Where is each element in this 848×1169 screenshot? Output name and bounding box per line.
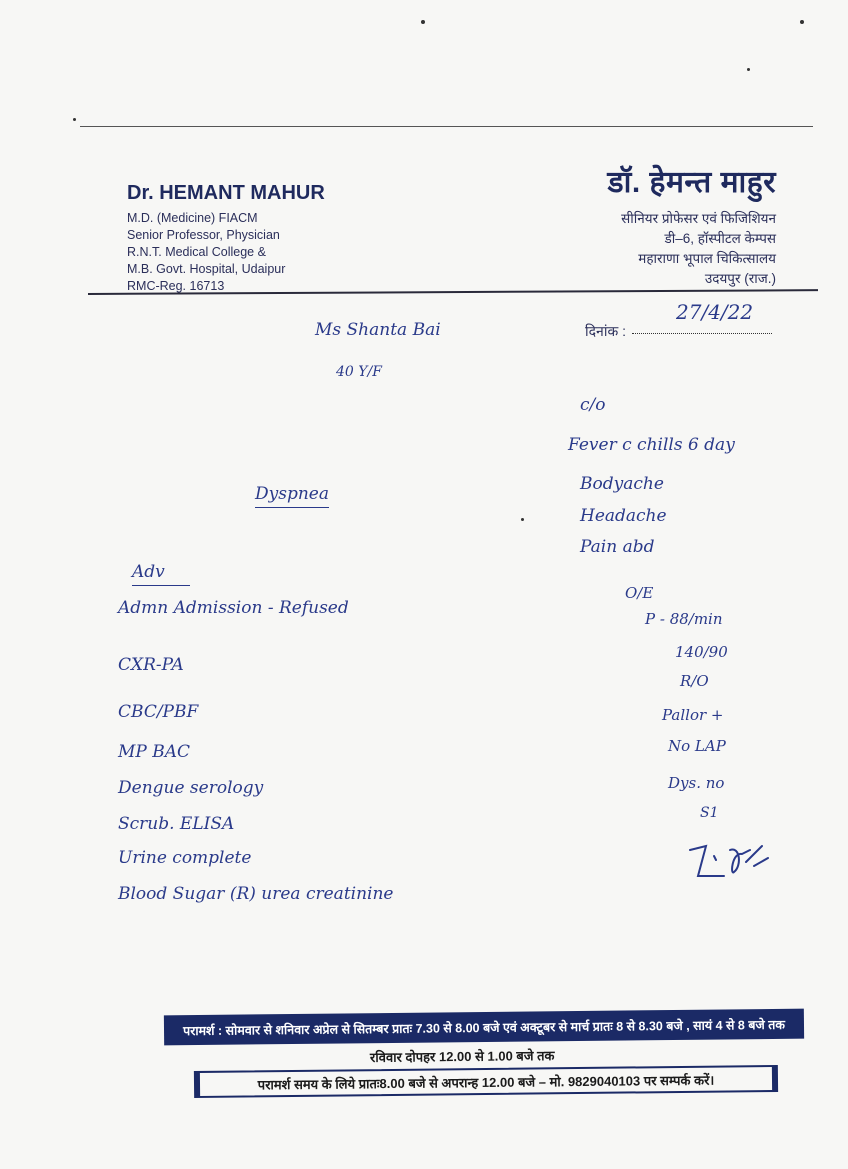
advice-line: CXR-PA (118, 655, 184, 675)
history-line: Fever c chills 6 day (568, 435, 735, 455)
advice-title: Adv (132, 562, 190, 586)
city-hindi: उदयपुर (राज.) (704, 271, 776, 286)
exam-line: Dys. no (668, 774, 725, 792)
exam-line: No LAP (668, 737, 726, 755)
advice-line: CBC/PBF (118, 702, 199, 722)
address-hindi: डी–6, हॉस्पीटल केम्पस (664, 231, 776, 246)
advice-line: Admn Admission - Refused (118, 598, 349, 618)
qualification: M.D. (Medicine) FIACM (127, 211, 258, 225)
advice-line: Urine complete (118, 848, 252, 868)
college: R.N.T. Medical College & (127, 245, 266, 259)
exam-line: O/E (625, 584, 654, 602)
exam-line: S1 (700, 805, 719, 821)
hospital: M.B. Govt. Hospital, Udaipur (127, 262, 286, 276)
history-line: Bodyache (580, 474, 664, 494)
doctor-name-hindi: डॉ. हेमन्त माहुर (607, 166, 776, 199)
speck (800, 20, 804, 24)
exam-line: P - 88/min (645, 610, 723, 628)
advice-line: Blood Sugar (R) urea creatinine (118, 884, 394, 904)
speck (73, 118, 76, 121)
advice-line: Dengue serology (118, 778, 264, 798)
designation: Senior Professor, Physician (127, 228, 280, 242)
advice-line: MP BAC (118, 742, 191, 762)
date-dotted-line (632, 333, 772, 334)
letterhead-left (127, 182, 325, 295)
history-line: Headache (580, 506, 667, 526)
exam-line: Pallor + (662, 706, 724, 724)
exam-line: R/O (680, 672, 709, 690)
footer-sunday-hours: रविवार दोपहर 12.00 से 1.00 बजे तक (369, 1048, 555, 1065)
date-label: दिनांक : (585, 323, 626, 339)
history-line: Pain abd (580, 537, 655, 557)
footer-contact: परामर्श समय के लिये प्रातः8.00 बजे से अपरान्ह 12.00 बजे – मो. 9829040103 पर सम्पर्क करें। (194, 1065, 778, 1098)
patient-name: Ms Shanta Bai (315, 320, 441, 340)
registration-number: RMC-Reg. 16713 (127, 279, 225, 293)
handwritten-date: 27/4/22 (676, 300, 754, 324)
letterhead-right (608, 160, 776, 289)
advice-line: Scrub. ELISA (118, 814, 235, 834)
patient-age-sex: 40 Y/F (336, 364, 382, 380)
header-top-rule (80, 126, 813, 127)
hospital-hindi: महाराणा भूपाल चिकित्सालय (638, 251, 776, 266)
speck (421, 20, 425, 24)
speck (747, 68, 750, 71)
doctor-name-english: Dr. HEMANT MAHUR (127, 182, 325, 204)
designation-hindi: सीनियर प्रोफेसर एवं फिजिशियन (621, 211, 776, 226)
signature-icon (684, 836, 774, 884)
history-line: c/o (580, 395, 606, 415)
exam-line: 140/90 (675, 643, 728, 661)
diagnosis: Dyspnea (255, 484, 329, 508)
footer-consultation-hours: परामर्श : सोमवार से शनिवार अप्रेल से सितम्बर प्रातः 7.30 से 8.00 बजे एवं अक्टूबर से मार्च प्रातः 8 से 8.30 बजे , सायं 4 से 8 बजे तक (164, 1009, 804, 1046)
speck (521, 518, 524, 521)
